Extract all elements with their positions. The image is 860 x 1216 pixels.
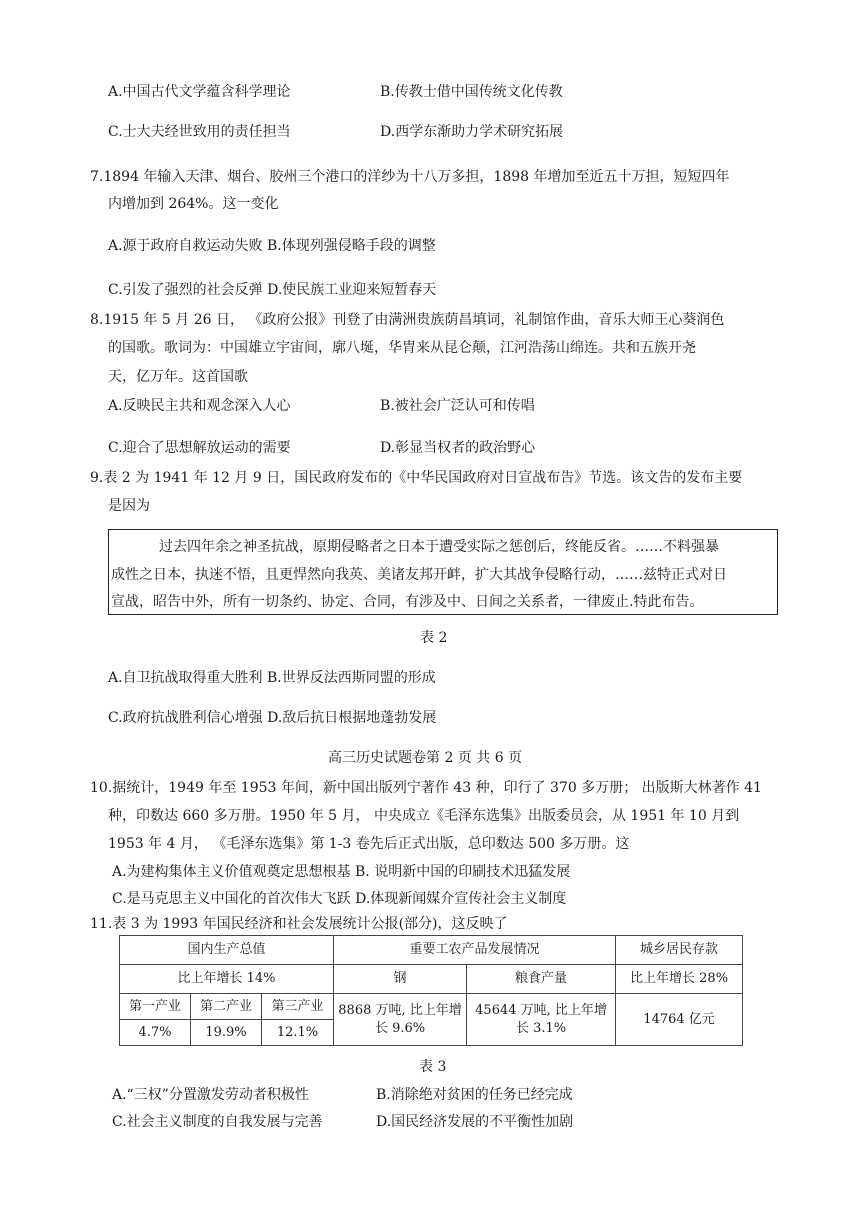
q11-option-c: C.社会主义制度的自我发展与完善 [112,1114,323,1130]
q7-options-ab: A.源于政府自救运动失败 B.体现列强侵略手段的调整 [108,238,436,254]
table-3 [119,935,743,1046]
table-cell-savings-value: 14764 亿元 [616,994,743,1046]
q8-stem-line1: 8.1915 年 5 月 26 日， 《政府公报》刊登了由满洲贵族荫昌填词，礼制馆作曲，音乐大师王心葵润色 [90,312,725,328]
table-cell-steel: 钢 [334,965,467,994]
table-cell-primary: 第一产业 [120,994,191,1020]
q10-stem-line2: 种，印数达 660 多万册。1950 年 5 月， 中央成立《毛泽东选集》出版委员会，从 1951 年 10 月到 [108,808,740,824]
steel-value-line2: 长 9.6% [374,1020,426,1036]
q8-stem-line2: 的国歌。歌词为：中国雄立宇宙间，廓八埏，华胄来从昆仑颠，江河浩荡山绵连。共和五族开尧 [108,340,696,356]
table-cell-tertiary-value: 12.1% [262,1020,334,1046]
table-cell-secondary-value: 19.9% [191,1020,262,1046]
table-cell-grain: 粮食产量 [467,965,616,994]
table-cell-steel-value [334,994,467,1046]
table-cell-primary-value: 4.7% [120,1020,191,1046]
q9-quote-line3: 宣战，昭告中外，所有一切条约、协定、合同，有涉及中、日间之关系者，一律废止.特此布告。 [111,594,704,610]
q11-option-d: D.国民经济发展的不平衡性加剧 [376,1114,574,1130]
q9-stem-line2: 是因为 [108,498,150,514]
q8-option-c: C.迎合了思想解放运动的需要 [108,440,291,456]
q6-option-d: D.西学东渐助力学术研究拓展 [380,124,564,140]
q9-quote-box [108,529,778,615]
page-footer: 高三历史试题卷第 2 页 共 6 页 [328,750,523,766]
table-cell-secondary: 第二产业 [191,994,262,1020]
q10-options-cd: C.是马克思主义中国化的首次伟大飞跃 D.体现新闻媒介宣传社会主义制度 [112,891,567,907]
q7-options-cd: C.引发了强烈的社会反弹 D.使民族工业迎来短暂春天 [108,282,437,298]
q7-stem-line2: 内增加到 264%。这一变化 [108,196,279,212]
table-2-caption: 表 2 [420,630,448,646]
grain-value-line2: 长 3.1% [515,1020,567,1036]
q7-stem-line1: 7.1894 年输入天津、烟台、胶州三个港口的洋纱为十八万多担，1898 年增加至近五十万担，短短四年 [90,169,730,185]
q9-quote-line2: 成性之日本，执迷不悟，且更悍然向我英、美诸友邦开衅，扩大其战争侵略行动，……兹特正式对日 [111,567,727,583]
q8-option-d: D.彰显当权者的政治野心 [380,440,536,456]
q6-option-c: C.士大夫经世致用的责任担当 [108,124,291,140]
table-cell-savings-growth: 比上年增长 28% [616,965,743,994]
q10-stem-line3: 1953 年 4 月， 《毛泽东选集》第 1-3 卷先后正式出版，总印数达 500 多万册。这 [108,836,630,852]
q9-options-cd: C.政府抗战胜利信心增强 D.敌后抗日根据地蓬勃发展 [108,710,437,726]
table-header-products: 重要工农产品发展情况 [334,936,616,965]
q10-stem-line1: 10.据统计，1949 年至 1953 年间，新中国出版列宁著作 43 种，印行了 370 多万册； 出版斯大林著作 41 [90,780,762,796]
q6-option-a: A.中国古代文学蕴含科学理论 [108,84,291,100]
q9-quote-line1: 过去四年余之神圣抗战，原期侵略者之日本于遭受实际之惩创后，终能反省。……不料强暴 [159,539,719,555]
q6-option-b: B.传教士借中国传统文化传教 [380,84,563,100]
q8-stem-line3: 天，亿万年。这首国歌 [108,369,248,385]
table-cell-gdp-growth: 比上年增长 14% [120,965,334,994]
table-cell-grain-value [467,994,616,1046]
q11-stem: 11.表 3 为 1993 年国民经济和社会发展统计公报(部分)，这反映了 [90,916,508,932]
table-cell-tertiary: 第三产业 [262,994,334,1020]
q11-option-b: B.消除绝对贫困的任务已经完成 [376,1087,573,1103]
q8-option-a: A.反映民主共和观念深入人心 [108,398,291,414]
grain-value-line1: 45644 万吨, 比上年增 [475,1002,607,1018]
q8-option-b: B.被社会广泛认可和传唱 [380,398,535,414]
q9-stem-line1: 9.表 2 为 1941 年 12 月 9 日，国民政府发布的《中华民国政府对日宣战布告》节选。该文告的发布主要 [90,470,743,486]
table-3-caption: 表 3 [419,1059,447,1075]
q11-option-a: A.“三权”分置激发劳动者积极性 [112,1087,309,1103]
q9-options-ab: A.自卫抗战取得重大胜利 B.世界反法西斯同盟的形成 [108,670,436,686]
steel-value-line1: 8868 万吨, 比上年增 [338,1002,462,1018]
table-header-gdp: 国内生产总值 [120,936,334,965]
q10-options-ab: A.为建构集体主义价值观奠定思想根基 B. 说明新中国的印刷技术迅猛发展 [112,864,571,880]
table-header-savings: 城乡居民存款 [616,936,743,965]
